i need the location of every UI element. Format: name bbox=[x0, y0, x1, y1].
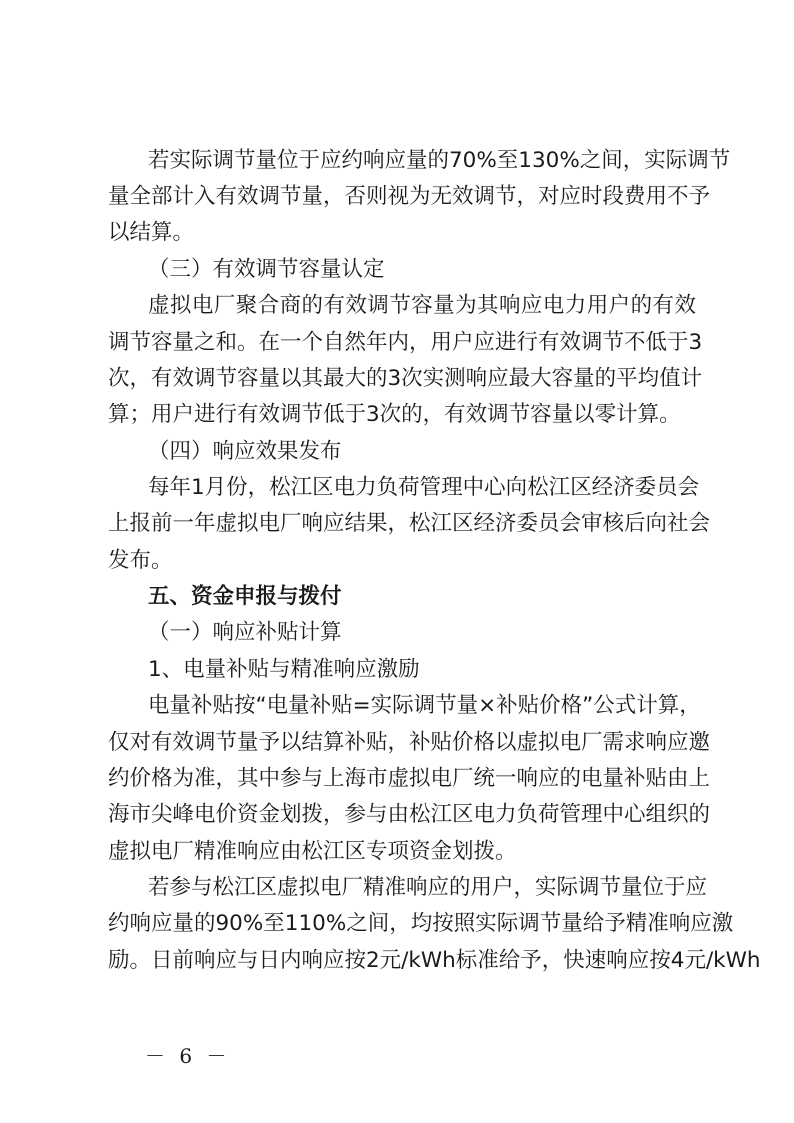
paragraph-line: 算；用户进行有效调节低于3次的，有效调节容量以零计算。 bbox=[108, 402, 681, 427]
paragraph-line: 以结算。 bbox=[108, 220, 195, 245]
paragraph-line: 量全部计入有效调节量，否则视为无效调节，对应时段费用不予 bbox=[108, 184, 711, 209]
paragraph-line: 电量补贴按“电量补贴=实际调节量×补贴价格”公式计算， bbox=[148, 693, 701, 718]
paragraph-line: 约响应量的90%至110%之间，均按照实际调节量给予精准响应激 bbox=[108, 911, 734, 936]
section-heading: （一）响应补贴计算 bbox=[148, 620, 342, 645]
paragraph-line: 每年1月份，松江区电力负荷管理中心向松江区经济委员会 bbox=[148, 475, 700, 500]
section-heading: （四）响应效果发布 bbox=[148, 439, 342, 464]
page-number: － 6 － bbox=[145, 1044, 231, 1068]
paragraph-line: 虚拟电厂精准响应由松江区专项资金划拨。 bbox=[108, 839, 517, 864]
section-heading: （三）有效调节容量认定 bbox=[148, 257, 385, 282]
paragraph-line: 约价格为准，其中参与上海市虚拟电厂统一响应的电量补贴由上 bbox=[108, 766, 711, 791]
paragraph-line: 次，有效调节容量以其最大的3次实测响应最大容量的平均值计 bbox=[108, 366, 703, 391]
paragraph-line: 励。日前响应与日内响应按2元/kWh标准给予，快速响应按4元/kWh bbox=[108, 948, 761, 973]
paragraph-line: 若参与松江区虚拟电厂精准响应的用户，实际调节量位于应 bbox=[148, 875, 708, 900]
paragraph-line: 若实际调节量位于应约响应量的70%至130%之间，实际调节 bbox=[148, 148, 731, 173]
paragraph-line: 上报前一年虚拟电厂响应结果，松江区经济委员会审核后向社会 bbox=[108, 511, 711, 536]
paragraph-line: 虚拟电厂聚合商的有效调节容量为其响应电力用户的有效 bbox=[148, 293, 696, 318]
chapter-heading: 五、资金申报与拨付 bbox=[148, 584, 342, 609]
subsection-heading: 1、电量补贴与精准响应激励 bbox=[148, 657, 420, 682]
paragraph-line: 调节容量之和。在一个自然年内，用户应进行有效调节不低于3 bbox=[108, 330, 703, 355]
paragraph-line: 发布。 bbox=[108, 548, 173, 573]
paragraph-line: 海市尖峰电价资金划拨，参与由松江区电力负荷管理中心组织的 bbox=[108, 802, 711, 827]
paragraph-line: 仅对有效调节量予以结算补贴，补贴价格以虚拟电厂需求响应邀 bbox=[108, 730, 711, 755]
